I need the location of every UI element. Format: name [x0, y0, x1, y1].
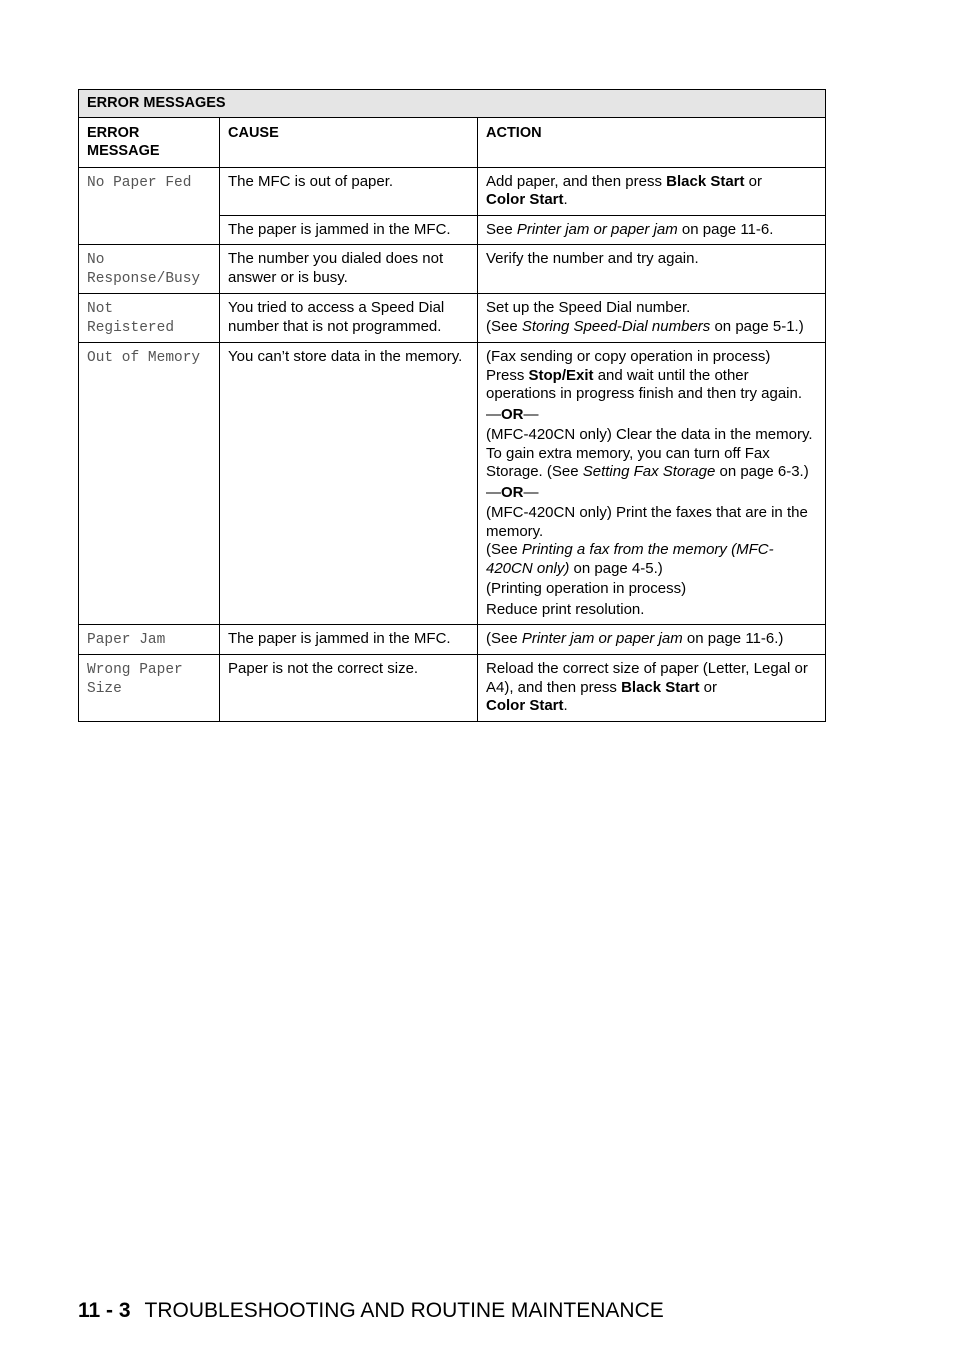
message-cell — [79, 655, 220, 722]
action-text: Add paper, and then press — [486, 172, 667, 190]
cause-cell: The paper is jammed in the MFC. — [220, 625, 478, 655]
header-cause: CAUSE — [220, 117, 478, 167]
cause-cell: The number you dialed does not answer or is busy. — [220, 245, 478, 294]
action-bold: Stop/Exit — [528, 366, 594, 384]
action-cell — [478, 294, 826, 343]
action-para — [486, 541, 817, 578]
action-text: (MFC-420CN only) Clear the data in the memory. To gain extra memory, you can turn off Fax Storage. (See — [486, 426, 813, 480]
action-bold: Black Start — [666, 172, 745, 190]
page-number: 11 - 3 — [78, 1299, 131, 1322]
action-text: and wait until the other operations in progress finish and then try again. — [486, 366, 803, 402]
action-cell — [478, 215, 826, 245]
action-text: . — [563, 697, 568, 714]
action-text: Set up the Speed Dial number. — [486, 299, 691, 316]
table-row — [79, 343, 826, 625]
table-title: ERROR MESSAGES — [79, 90, 826, 118]
action-text: Reload the correct size of paper (Letter, Legal or A4), and then press — [486, 660, 808, 696]
action-para: (MFC-420CN only) Print the faxes that are in the memory. — [486, 504, 808, 540]
or-separator: —OR— — [486, 405, 539, 423]
action-text: (See — [486, 317, 522, 335]
action-cell — [478, 167, 826, 215]
table-row — [79, 167, 826, 215]
action-para — [486, 367, 817, 404]
action-cell — [478, 655, 826, 722]
page-footer — [78, 1299, 664, 1323]
action-text: or — [744, 172, 763, 190]
table-row — [79, 245, 826, 294]
table-row — [79, 294, 826, 343]
message-cell — [79, 294, 220, 343]
error-message-not-registered: Not Registered — [87, 301, 175, 336]
error-message-wrong-paper-size: Wrong Paper Size — [87, 662, 183, 697]
action-text: on page 6-3.) — [715, 463, 809, 480]
header-error-message — [79, 117, 220, 167]
action-italic: Storing Speed-Dial numbers — [521, 317, 711, 335]
action-para: Reduce print resolution. — [486, 600, 645, 618]
action-italic: Printer jam or paper jam — [521, 630, 683, 647]
message-cell — [79, 167, 220, 245]
action-bold: Color Start — [486, 191, 564, 208]
or-label: OR — [501, 483, 524, 501]
action-para: (Fax sending or copy operation in process) — [486, 348, 771, 365]
cause-cell: The paper is jammed in the MFC. — [220, 215, 478, 245]
action-text: on page 4-5.) — [569, 559, 663, 577]
action-text: See — [486, 220, 517, 238]
chapter-title: TROUBLESHOOTING AND ROUTINE MAINTENANCE — [144, 1299, 664, 1322]
action-text: on page 11-6.) — [682, 630, 784, 647]
action-italic: Printing a fax from the memory (MFC-420CN only) — [486, 541, 774, 577]
action-cell: Verify the number and try again. — [478, 245, 826, 294]
action-text: Press — [486, 366, 529, 384]
action-text: (See — [486, 630, 522, 647]
error-messages-table — [78, 89, 826, 722]
message-cell — [79, 625, 220, 655]
action-bold: Black Start — [621, 678, 700, 696]
action-text: (See — [486, 541, 522, 558]
table-row — [79, 625, 826, 655]
or-separator: —OR— — [486, 483, 539, 501]
table-row — [79, 655, 826, 722]
error-message-no-paper-fed: No Paper Fed — [87, 174, 192, 191]
action-para — [486, 426, 817, 482]
error-message-no-response: No Response/Busy — [87, 252, 201, 287]
action-cell — [478, 625, 826, 655]
message-cell — [79, 245, 220, 294]
action-para: (Printing operation in process) — [486, 580, 687, 597]
cause-cell: The MFC is out of paper. — [220, 167, 478, 215]
header-action: ACTION — [478, 117, 826, 167]
action-italic: Setting Fax Storage — [582, 463, 716, 480]
action-text: on page 5-1.) — [710, 317, 804, 335]
error-message-paper-jam: Paper Jam — [87, 632, 166, 648]
or-label: OR — [501, 405, 524, 423]
cause-cell: You can’t store data in the memory. — [220, 343, 478, 625]
action-text: . — [563, 191, 568, 208]
action-text: on page 11-6. — [677, 220, 774, 238]
header-error-message-text: ERROR MESSAGE — [87, 124, 160, 159]
error-message-out-of-memory: Out of Memory — [87, 350, 201, 366]
action-italic: Printer jam or paper jam — [516, 220, 678, 238]
cause-cell: You tried to access a Speed Dial number that is not programmed. — [220, 294, 478, 343]
action-text: or — [699, 678, 717, 696]
message-cell — [79, 343, 220, 625]
action-cell — [478, 343, 826, 625]
cause-cell: Paper is not the correct size. — [220, 655, 478, 722]
action-bold: Color Start — [486, 697, 564, 714]
